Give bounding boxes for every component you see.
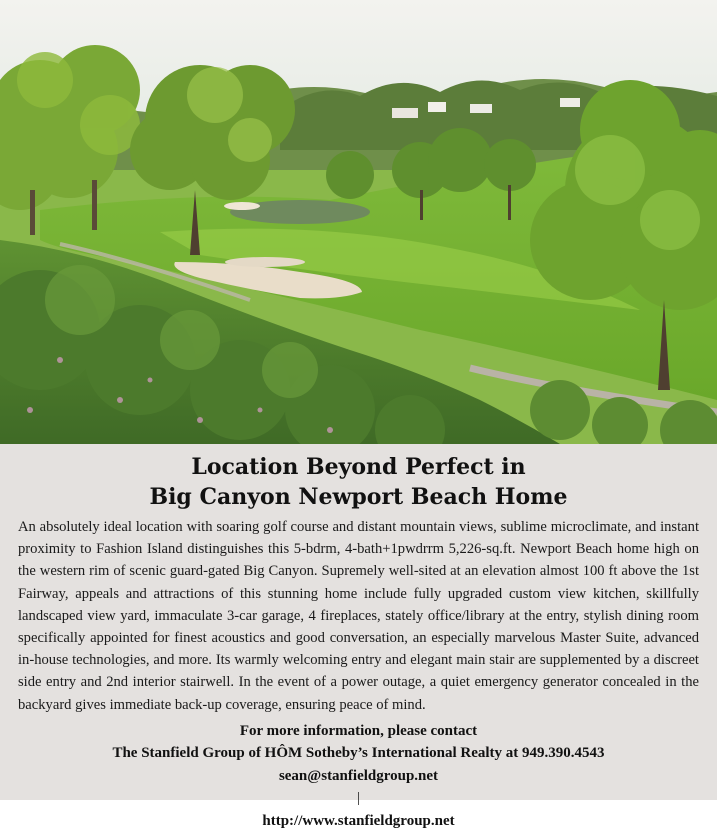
headline-line-1: Location Beyond Perfect in	[191, 454, 526, 480]
listing-copy	[0, 444, 717, 829]
headline	[0, 444, 717, 512]
contact-block	[0, 720, 717, 832]
link-separator: |	[356, 790, 360, 807]
email-link[interactable]: sean@stanfieldgroup.net	[278, 767, 439, 784]
contact-links	[0, 765, 717, 832]
headline-line-2: Big Canyon Newport Beach Home	[149, 484, 568, 510]
contact-intro: For more information, please contact	[239, 722, 478, 739]
property-description: An absolutely ideal location with soaring golf course and distant mountain views, sublime microclimate, and instant proximity to Fashion Island distinguishes this 5-bdrm, 4-bath+1pwdrrm 5,226-sq.ft. Newport Beach home high on the western rim of scenic guard-gated Big Canyon. Supremely well-sited at an elevation almost 100 ft above the 1st Fairway, appeals and attractions of this stunning home include fully upgraded custom view kitchen, skillfully landscaped view yard, immaculate 3-car garage, 4 fireplaces, stately office/library at the entry, stylish dining room specifically appointed for finest acoustics and good conversation, an especially marvelous Master Suite, advanced in-house technologies, and more. Its warmly welcoming entry and elegant main stair are supplemented by a discreet side entry and 2nd interior stairwell. In the event of a power outage, a quiet emergency generator concealed in the backyard gives immediate back-up coverage, ensuring peace of mind.	[18, 519, 699, 713]
website-link[interactable]: http://www.stanfieldgroup.net	[262, 812, 455, 829]
agent-group: The Stanfield Group of HÔM Sotheby’s International Realty at 949.390.4543	[112, 745, 605, 762]
